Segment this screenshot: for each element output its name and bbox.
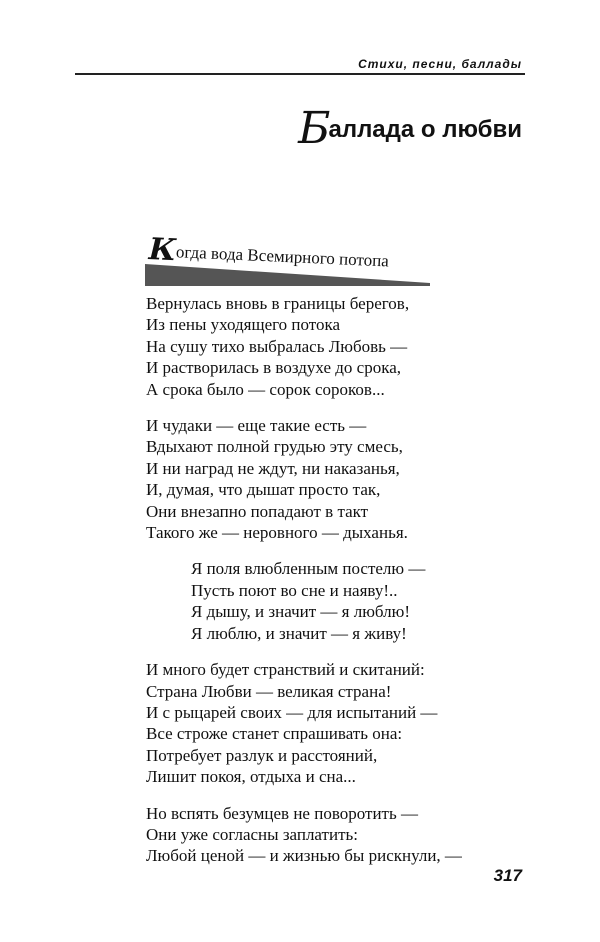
- poem-line: Я люблю, и значит — я живу!: [191, 623, 407, 643]
- poem-title: [298, 103, 522, 154]
- poem-line: Но вспять безумцев не поворотить —: [146, 803, 418, 823]
- poem-line: Потребует разлук и расстояний,: [146, 745, 378, 765]
- poem-line: И с рыцарей своих — для испытаний —: [146, 702, 438, 722]
- poem-line: Пусть поют во сне и наяву!..: [191, 580, 398, 600]
- running-header: Стихи, песни, баллады: [358, 57, 522, 71]
- stanza: [146, 415, 462, 543]
- stanza: [146, 659, 462, 787]
- poem-line: И много будет странствий и скитаний:: [146, 660, 425, 680]
- poem-body: [146, 293, 462, 882]
- poem-line: На сушу тихо выбралась Любовь —: [146, 336, 408, 356]
- poem-line: А срока было — сорок сороков...: [146, 379, 385, 399]
- poem-line: И, думая, что дышат просто так,: [146, 480, 381, 500]
- header-rule: [75, 73, 525, 75]
- poem-line: Вернулась вновь в границы берегов,: [146, 294, 410, 313]
- page-number: 317: [493, 866, 522, 885]
- title-rest: аллада о любви: [328, 116, 522, 143]
- drop-initial: К: [148, 232, 177, 269]
- poem-line: Они внезапно попадают в такт: [146, 501, 369, 521]
- poem-line: Все строже станет спрашивать она:: [146, 724, 403, 744]
- poem-line: Страна Любви — великая страна!: [146, 681, 392, 701]
- first-line-text: огда вода Всемирного потопа: [175, 242, 390, 271]
- poem-line: Такого же — неровного — дыханья.: [146, 523, 408, 543]
- stanza: [191, 558, 462, 644]
- poem-line: И ни наград не ждут, ни наказанья,: [146, 458, 400, 478]
- poem-line: Вдыхают полной грудью эту смесь,: [146, 437, 403, 457]
- title-initial: Б: [298, 103, 331, 154]
- poem-line: И растворилась в воздухе до срока,: [146, 358, 401, 378]
- poem-line: Я дышу, и значит — я люблю!: [191, 602, 410, 622]
- stanza: [146, 803, 462, 867]
- poem-line: Они уже согласны заплатить:: [146, 824, 358, 844]
- poem-line: Я поля влюбленным постелю —: [191, 559, 426, 579]
- poem-line: Из пены уходящего потока: [146, 315, 341, 335]
- poem-line: Лишит покоя, отдыха и сна...: [146, 767, 356, 787]
- poem-line: Любой ценой — и жизнью бы рискнули, —: [146, 846, 462, 866]
- poem-line: И чудаки — еще такие есть —: [146, 416, 367, 436]
- stanza: [146, 293, 462, 400]
